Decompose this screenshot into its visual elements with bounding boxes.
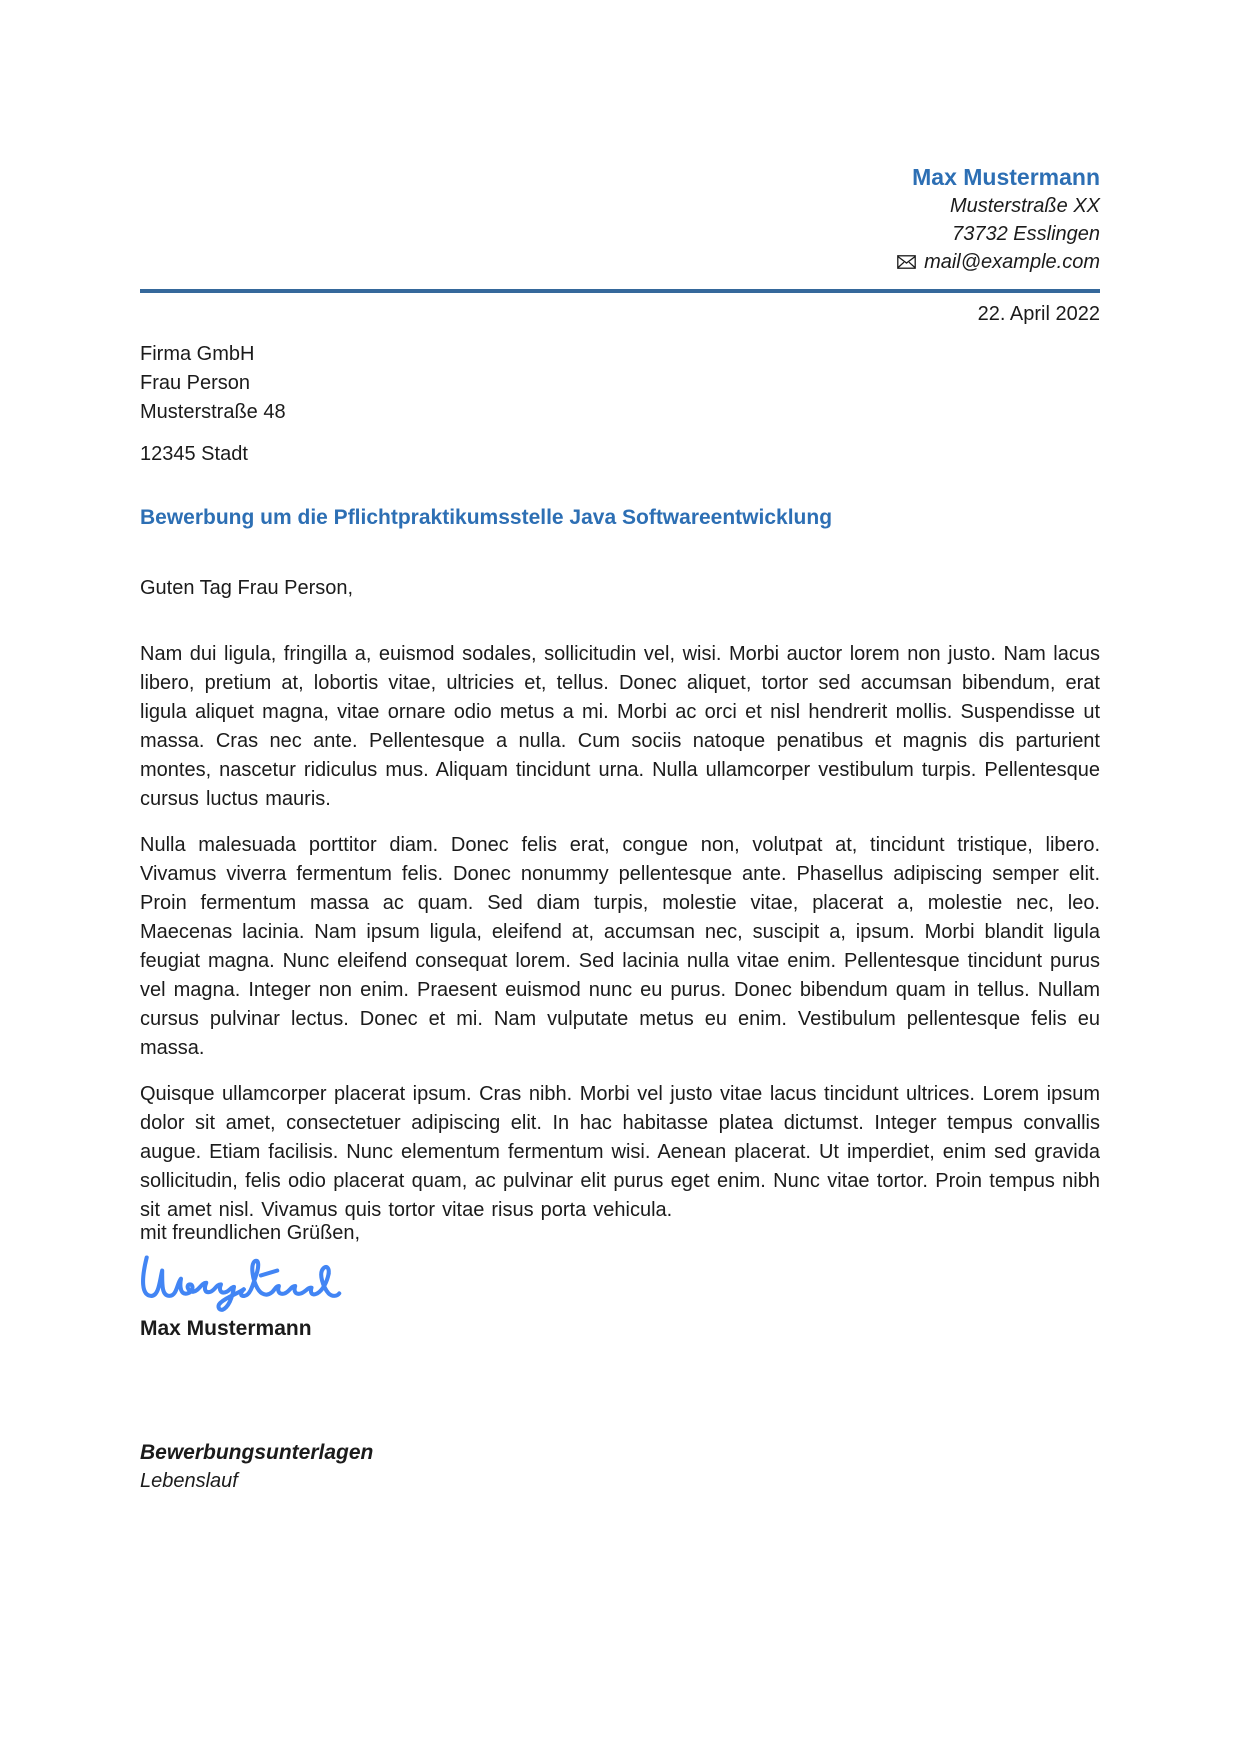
body-paragraph: Nam dui ligula, fringilla a, euismod sodales, sollicitudin vel, wisi. Morbi auctor lorem non justo. Nam lacus libero, pretium at, lobortis vitae, ultricies et, tellus. Donec aliquet, tortor sed accumsan bibendum, erat ligula aliquet magna, vitae ornare odio metus a mi. Morbi ac orci et nisl hendrerit mollis. Suspendisse ut massa. Cras nec ante. Pellentesque a nulla. Cum sociis natoque penatibus et magnis dis parturient montes, nascetur ridiculus mus. Aliquam tincidunt urna. Nulla ullamcorper vestibulum turpis. Pellentesque cursus luctus mauris. [140, 643, 1100, 810]
sender-block [140, 162, 1100, 277]
header-rule [140, 289, 1100, 293]
closing-block [140, 1222, 1100, 1341]
enclosures-title: Bewerbungsunterlagen [140, 1441, 374, 1464]
sender-email: mail@example.com [924, 251, 1100, 273]
sender-street: Musterstraße XX [949, 195, 1100, 217]
recipient-company: Firma GmbH [140, 343, 255, 365]
salutation: Guten Tag Frau Person, [140, 577, 354, 599]
signature-name: Max Mustermann [140, 1317, 312, 1340]
enclosures-block [140, 1438, 1100, 1496]
recipient-street: Musterstraße 48 [140, 401, 286, 423]
valediction: mit freundlichen Grüßen, [140, 1222, 361, 1244]
enclosure-item: Lebenslauf [140, 1470, 238, 1492]
recipient-block [140, 340, 1100, 469]
letter-body [140, 640, 1100, 1242]
envelope-icon [897, 255, 916, 269]
recipient-contact: Frau Person [140, 372, 251, 394]
letter-date: 22. April 2022 [977, 303, 1100, 325]
signature-image [138, 1251, 343, 1313]
body-paragraph: Quisque ullamcorper placerat ipsum. Cras nibh. Morbi vel justo vitae lacus tincidunt ultrices. Lorem ipsum dolor sit amet, consectetuer adipiscing elit. In hac habitasse platea dictumst. Integer tempus convallis augue. Etiam facilisis. Nunc elementum fermentum wisi. Aenean placerat. Ut imperdiet, enim sed gravida sollicitudin, felis odio placerat quam, ac pulvinar elit purus eget enim. Nunc vitae tortor. Proin tempus nibh sit amet nisl. Vivamus quis tortor vitae risus porta vehicula. [140, 1083, 1100, 1221]
sender-email-row [897, 248, 1100, 276]
sender-name: Max Mustermann [912, 164, 1100, 190]
sender-city: 73732 Esslingen [952, 223, 1100, 245]
subject-line: Bewerbung um die Pflichtpraktikumsstelle Java Softwareentwicklung [140, 506, 833, 529]
recipient-city: 12345 Stadt [140, 443, 248, 465]
body-paragraph: Nulla malesuada porttitor diam. Donec felis erat, congue non, volutpat at, tincidunt tristique, libero. Vivamus viverra fermentum felis. Donec nonummy pellentesque ante. Phasellus adipiscing semper elit. Proin fermentum massa ac quam. Sed diam turpis, molestie vitae, placerat a, molestie nec, leo. Maecenas lacinia. Nam ipsum ligula, eleifend at, accumsan nec, suscipit a, ipsum. Morbi blandit ligula feugiat magna. Nunc eleifend consequat lorem. Sed lacinia nulla vitae enim. Pellentesque tincidunt purus vel magna. Integer non enim. Praesent euismod nunc eu purus. Donec bibendum quam in tellus. Nullam cursus pulvinar lectus. Donec et mi. Nam vulputate metus eu enim. Vestibulum pellentesque felis eu massa. [140, 834, 1100, 1059]
